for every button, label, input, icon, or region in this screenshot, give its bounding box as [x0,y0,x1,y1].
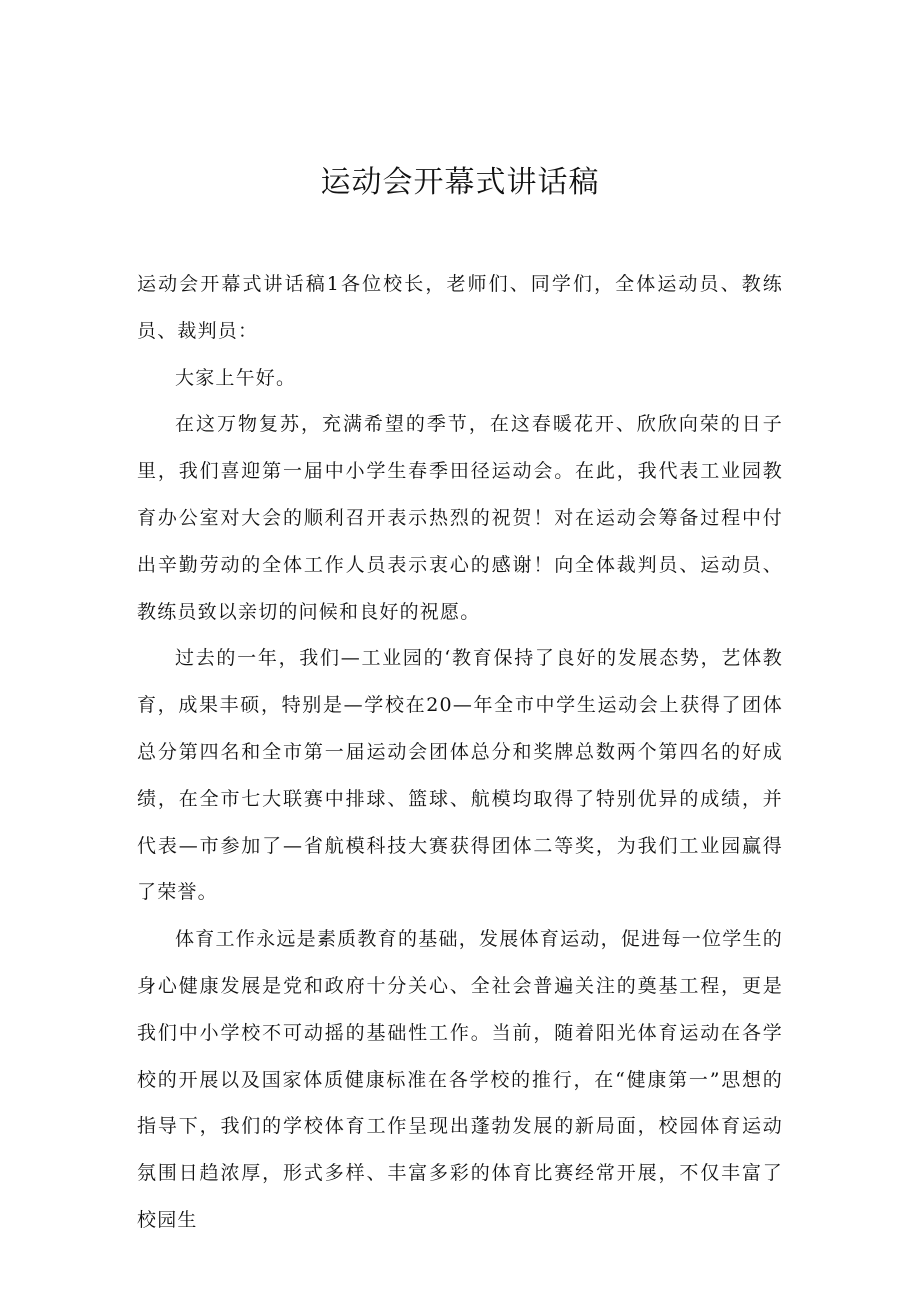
paragraph-salutation: 大家上午好。 [175,366,297,389]
document-body [137,261,783,1244]
paragraph-greeting: 运动会开幕式讲话稿1各位校长，老师们、同学们，全体运动员、教练员、裁判员： [137,273,783,342]
paragraph-sports-education: 体育工作永远是素质教育的基础，发展体育运动，促进每一位学生的身心健康发展是党和政府十分关心、全社会普遍关注的奠基工程，更是我们中小学校不可动摇的基础性工作。当前，随着阳光体育运动在各学校的开展以及国家体质健康标准在各学校的推行，在“健康第一”思想的指导下，我们的学校体育工作呈现出蓬勃发展的新局面，校园体育运动氛围日趋浓厚，形式多样、丰富多彩的体育比赛经常开展，不仅丰富了校园生 [137,928,783,1231]
document-title: 运动会开幕式讲话稿 [320,165,600,200]
paragraph-opening: 在这万物复苏，充满希望的季节，在这春暖花开、欣欣向荣的日子里，我们喜迎第一届中小学生春季田径运动会。在此，我代表工业园教育办公室对大会的顺利召开表示热烈的祝贺！对在运动会筹备过程中付出辛勤劳动的全体工作人员表示衷心的感谢！向全体裁判员、运动员、教练员致以亲切的问候和良好的祝愿。 [137,413,783,623]
paragraph-achievements: 过去的一年，我们—工业园的‘教育保持了良好的发展态势，艺体教育，成果丰硕，特别是—学校在20—年全市中学生运动会上获得了团体总分第四名和全市第一届运动会团体总分和奖牌总数两个第四名的好成绩，在全市七大联赛中排球、篮球、航模均取得了特别优异的成绩，并代表—市参加了—省航模科技大赛获得团体二等奖，为我们工业园赢得了荣誉。 [137,647,783,904]
